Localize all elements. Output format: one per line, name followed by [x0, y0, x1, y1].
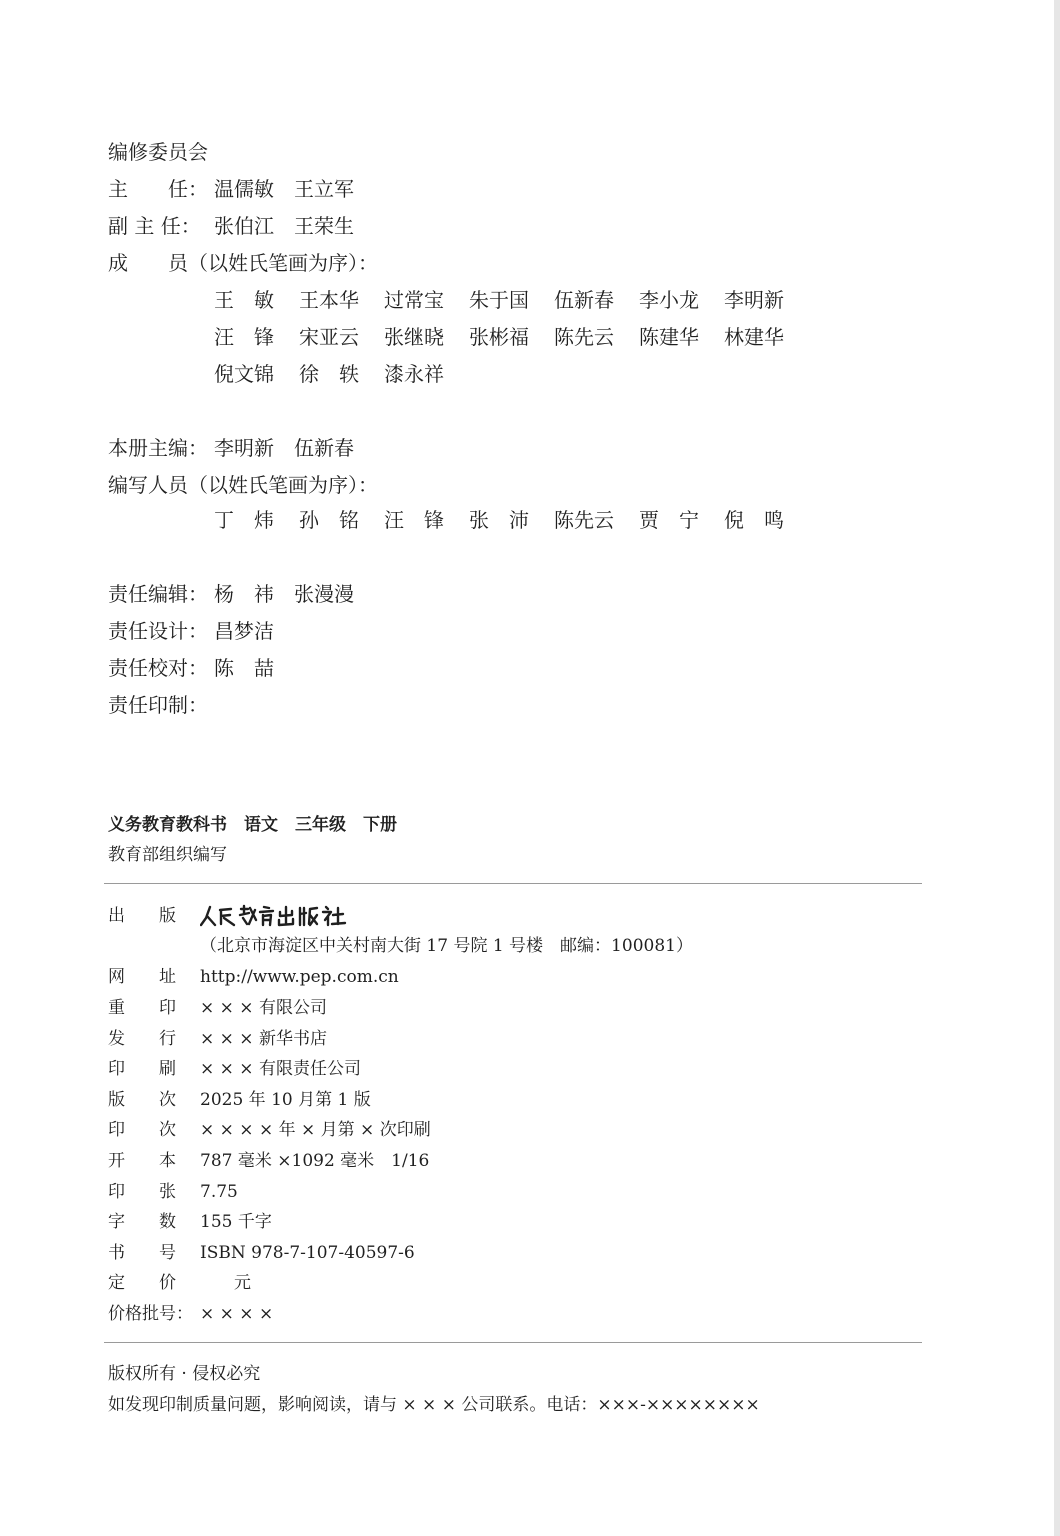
copyright-notice: 版权所有 · 侵权必究	[108, 1364, 261, 1384]
detail-value: × × × 有限公司	[200, 998, 327, 1018]
committee-title: 编修委员会	[108, 140, 208, 164]
resp-proof-value: 陈 喆	[214, 656, 274, 680]
website-value: http://www.pep.com.cn	[200, 967, 399, 987]
detail-label: 价格批号：	[108, 1304, 193, 1324]
member-name: 张彬福	[469, 325, 529, 349]
writer-name: 丁 炜	[214, 508, 274, 532]
detail-value: 787 毫米 ×1092 毫米 1/16	[200, 1151, 430, 1171]
resp-editor-value: 杨 祎 张漫漫	[214, 582, 354, 606]
detail-value: × × × 有限责任公司	[200, 1059, 361, 1079]
member-name: 王本华	[299, 288, 359, 312]
quality-notice: 如发现印制质量问题，影响阅读，请与 × × × 公司联系。电话：×××-××××××××	[108, 1395, 760, 1415]
member-name: 汪 锋	[214, 325, 274, 349]
writer-name: 汪 锋	[384, 508, 444, 532]
detail-label: 重 印	[108, 998, 176, 1018]
compiled-by: 教育部组织编写	[108, 845, 227, 865]
member-name: 朱于国	[469, 288, 529, 312]
member-name: 林建华	[724, 325, 784, 349]
member-name: 陈先云	[554, 325, 614, 349]
writer-name: 倪 鸣	[724, 508, 784, 532]
detail-label: 字 数	[108, 1212, 176, 1232]
members-label: 成 员（以姓氏笔画为序）：	[108, 251, 378, 275]
member-name: 宋亚云	[299, 325, 359, 349]
deputies: 张伯江 王荣生	[214, 214, 354, 238]
price-batch-value: × × × ×	[200, 1304, 274, 1324]
director-label: 主 任：	[108, 177, 208, 201]
resp-design-label: 责任设计：	[108, 619, 208, 643]
writer-name: 陈先云	[554, 508, 614, 532]
detail-value: 7.75	[200, 1182, 238, 1202]
resp-editor-label: 责任编辑：	[108, 582, 208, 606]
writer-name: 孙 铭	[299, 508, 359, 532]
detail-value: 155 千字	[200, 1212, 272, 1232]
publisher-label: 出 版	[108, 906, 176, 926]
publisher-logo	[200, 904, 350, 932]
directors: 温儒敏 王立军	[214, 177, 354, 201]
resp-proof-label: 责任校对：	[108, 656, 208, 680]
page-edge-shadow	[1054, 0, 1060, 1536]
book-title: 义务教育教科书 语文 三年级 下册	[108, 815, 397, 835]
chief-editor-label: 本册主编：	[108, 436, 208, 460]
member-name: 过常宝	[384, 288, 444, 312]
member-name: 伍新春	[554, 288, 614, 312]
isbn-value: ISBN 978-7-107-40597-6	[200, 1243, 415, 1263]
price-value: 元	[200, 1273, 251, 1293]
member-name: 陈建华	[639, 325, 699, 349]
divider-top	[104, 883, 922, 884]
member-name: 李小龙	[639, 288, 699, 312]
detail-label: 书 号	[108, 1243, 176, 1263]
writer-name: 贾 宁	[639, 508, 699, 532]
member-name: 李明新	[724, 288, 784, 312]
member-name: 倪文锦	[214, 362, 274, 386]
member-name: 张继晓	[384, 325, 444, 349]
resp-print-label: 责任印制：	[108, 693, 208, 717]
writers-label: 编写人员（以姓氏笔画为序）：	[108, 473, 378, 497]
publisher-calligraphy-logo	[200, 904, 350, 928]
detail-label: 发 行	[108, 1029, 176, 1049]
detail-label: 网 址	[108, 967, 176, 987]
member-name: 徐 轶	[299, 362, 359, 386]
detail-label: 定 价	[108, 1273, 176, 1293]
detail-label: 印 次	[108, 1120, 176, 1140]
detail-value: 2025 年 10 月第 1 版	[200, 1090, 371, 1110]
detail-value: × × × 新华书店	[200, 1029, 327, 1049]
writer-name: 张 沛	[469, 508, 529, 532]
detail-label: 印 刷	[108, 1059, 176, 1079]
divider-bottom	[104, 1342, 922, 1343]
detail-label: 开 本	[108, 1151, 176, 1171]
deputy-label: 副 主 任：	[108, 214, 201, 238]
member-name: 王 敏	[214, 288, 274, 312]
member-name: 漆永祥	[384, 362, 444, 386]
publisher-address: （北京市海淀区中关村南大街 17 号院 1 号楼 邮编：100081）	[200, 936, 693, 956]
detail-label: 印 张	[108, 1182, 176, 1202]
resp-design-value: 昌梦洁	[214, 619, 274, 643]
detail-label: 版 次	[108, 1090, 176, 1110]
detail-value: × × × × 年 × 月第 × 次印刷	[200, 1120, 431, 1140]
chief-editors: 李明新 伍新春	[214, 436, 354, 460]
